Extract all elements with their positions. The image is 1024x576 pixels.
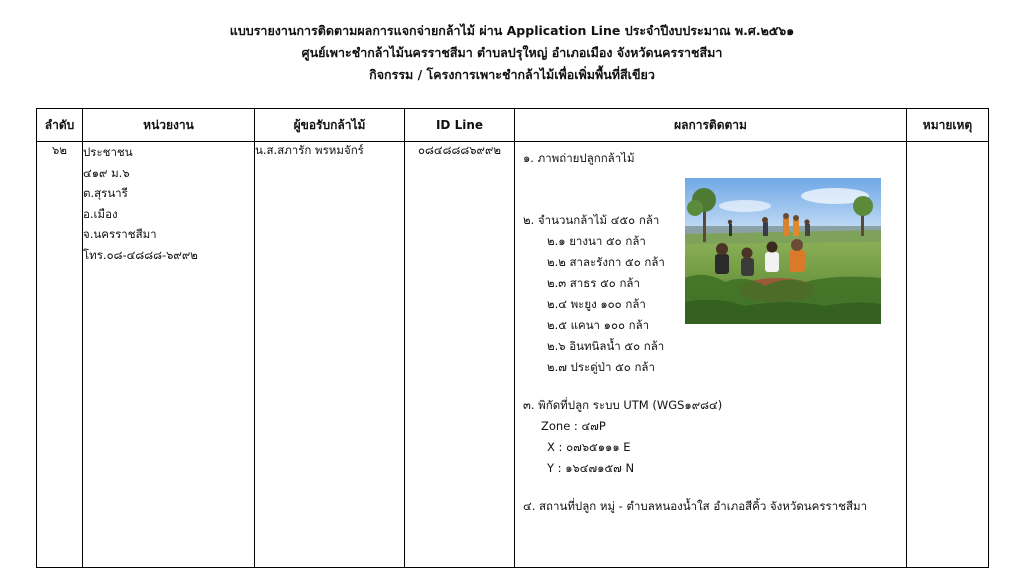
result-item-count: ๒. จำนวนกล้าไม้ ๔๕๐ กล้า [523,213,660,227]
species-item: ๒.๗ ประดู่ป่า ๕๐ กล้า [547,360,655,374]
unit-line: ประชาชน [83,145,133,159]
utm-x: X : ๐๗๖๕๑๑๑ E [547,440,631,454]
unit-line: ๔๑๙ ม.๖ [83,165,130,180]
result-content [515,142,906,562]
row-unit [83,142,255,568]
unit-line: จ.นครราชสีมา [83,227,157,241]
row-no [37,142,83,568]
table-row [37,142,989,568]
unit-line: ต.สุรนารี [83,186,128,200]
row-id-line [405,142,515,568]
row-recipient [255,142,405,568]
header-recipient: ผู้ขอรับกล้าไม้ [255,109,405,142]
report-subtitle-center: ศูนย์เพาะชำกล้าไม้นครราชสีมา ตำบลปรุใหญ่ อำเภอเมือง จังหวัดนครราชสีมา [301,45,723,60]
species-item: ๒.๒ สาละรังกา ๕๐ กล้า [547,255,665,269]
report-header [0,20,1024,86]
species-item: ๒.๔ พะยูง ๑๐๐ กล้า [547,297,646,311]
row-remark [907,142,989,568]
header-no: ลำดับ [37,109,83,142]
result-item-location: ๔. สถานที่ปลูก หมู่ - ตำบลหนองน้ำใส อำเภอสีคิ้ว จังหวัดนครราชสีมา [523,499,868,513]
result-item-photo: ๑. ภาพถ่ายปลูกกล้าไม้ [523,151,635,165]
utm-zone: Zone : ๔๗P [541,419,606,433]
species-item: ๒.๓ สาธร ๕๐ กล้า [547,276,640,290]
report-table [36,108,989,568]
result-item-coordinates: ๓. พิกัดที่ปลูก ระบบ UTM (WGS๑๙๘๔) [523,398,723,412]
report-subtitle-activity: กิจกรรม / โครงการเพาะชำกล้าไม้เพื่อเพิ่มพื้นที่สีเขียว [369,67,655,82]
unit-line: อ.เมือง [83,206,118,221]
header-result: ผลการติดตาม [515,109,907,142]
planting-photo [685,178,881,324]
row-result [515,142,907,568]
species-item: ๒.๖ อินทนิลน้ำ ๕๐ กล้า [547,339,665,353]
header-unit: หน่วยงาน [83,109,255,142]
utm-y: Y : ๑๖๔๗๑๕๗ N [547,461,635,475]
recipient-name: น.ส.สภารัก พรหมจักร์ [255,143,364,157]
header-remark: หมายเหตุ [907,109,989,142]
id-line-value: ๐๘๔๘๘๘๖๙๙๒ [418,143,501,157]
species-item: ๒.๑ ยางนา ๕๐ กล้า [547,234,646,248]
row-no-value: ๖๒ [52,143,67,157]
species-item: ๒.๕ แคนา ๑๐๐ กล้า [547,318,650,332]
table-header-row [37,109,989,142]
header-id-line: ID Line [405,109,515,142]
unit-line: โทร.๐๘-๔๘๘๘-๖๙๙๒ [83,247,198,262]
report-title: แบบรายงานการติดตามผลการแจกจ่ายกล้าไม้ ผ่าน Application Line ประจำปีงบประมาณ พ.ศ.๒๕๖๑ [229,23,795,38]
